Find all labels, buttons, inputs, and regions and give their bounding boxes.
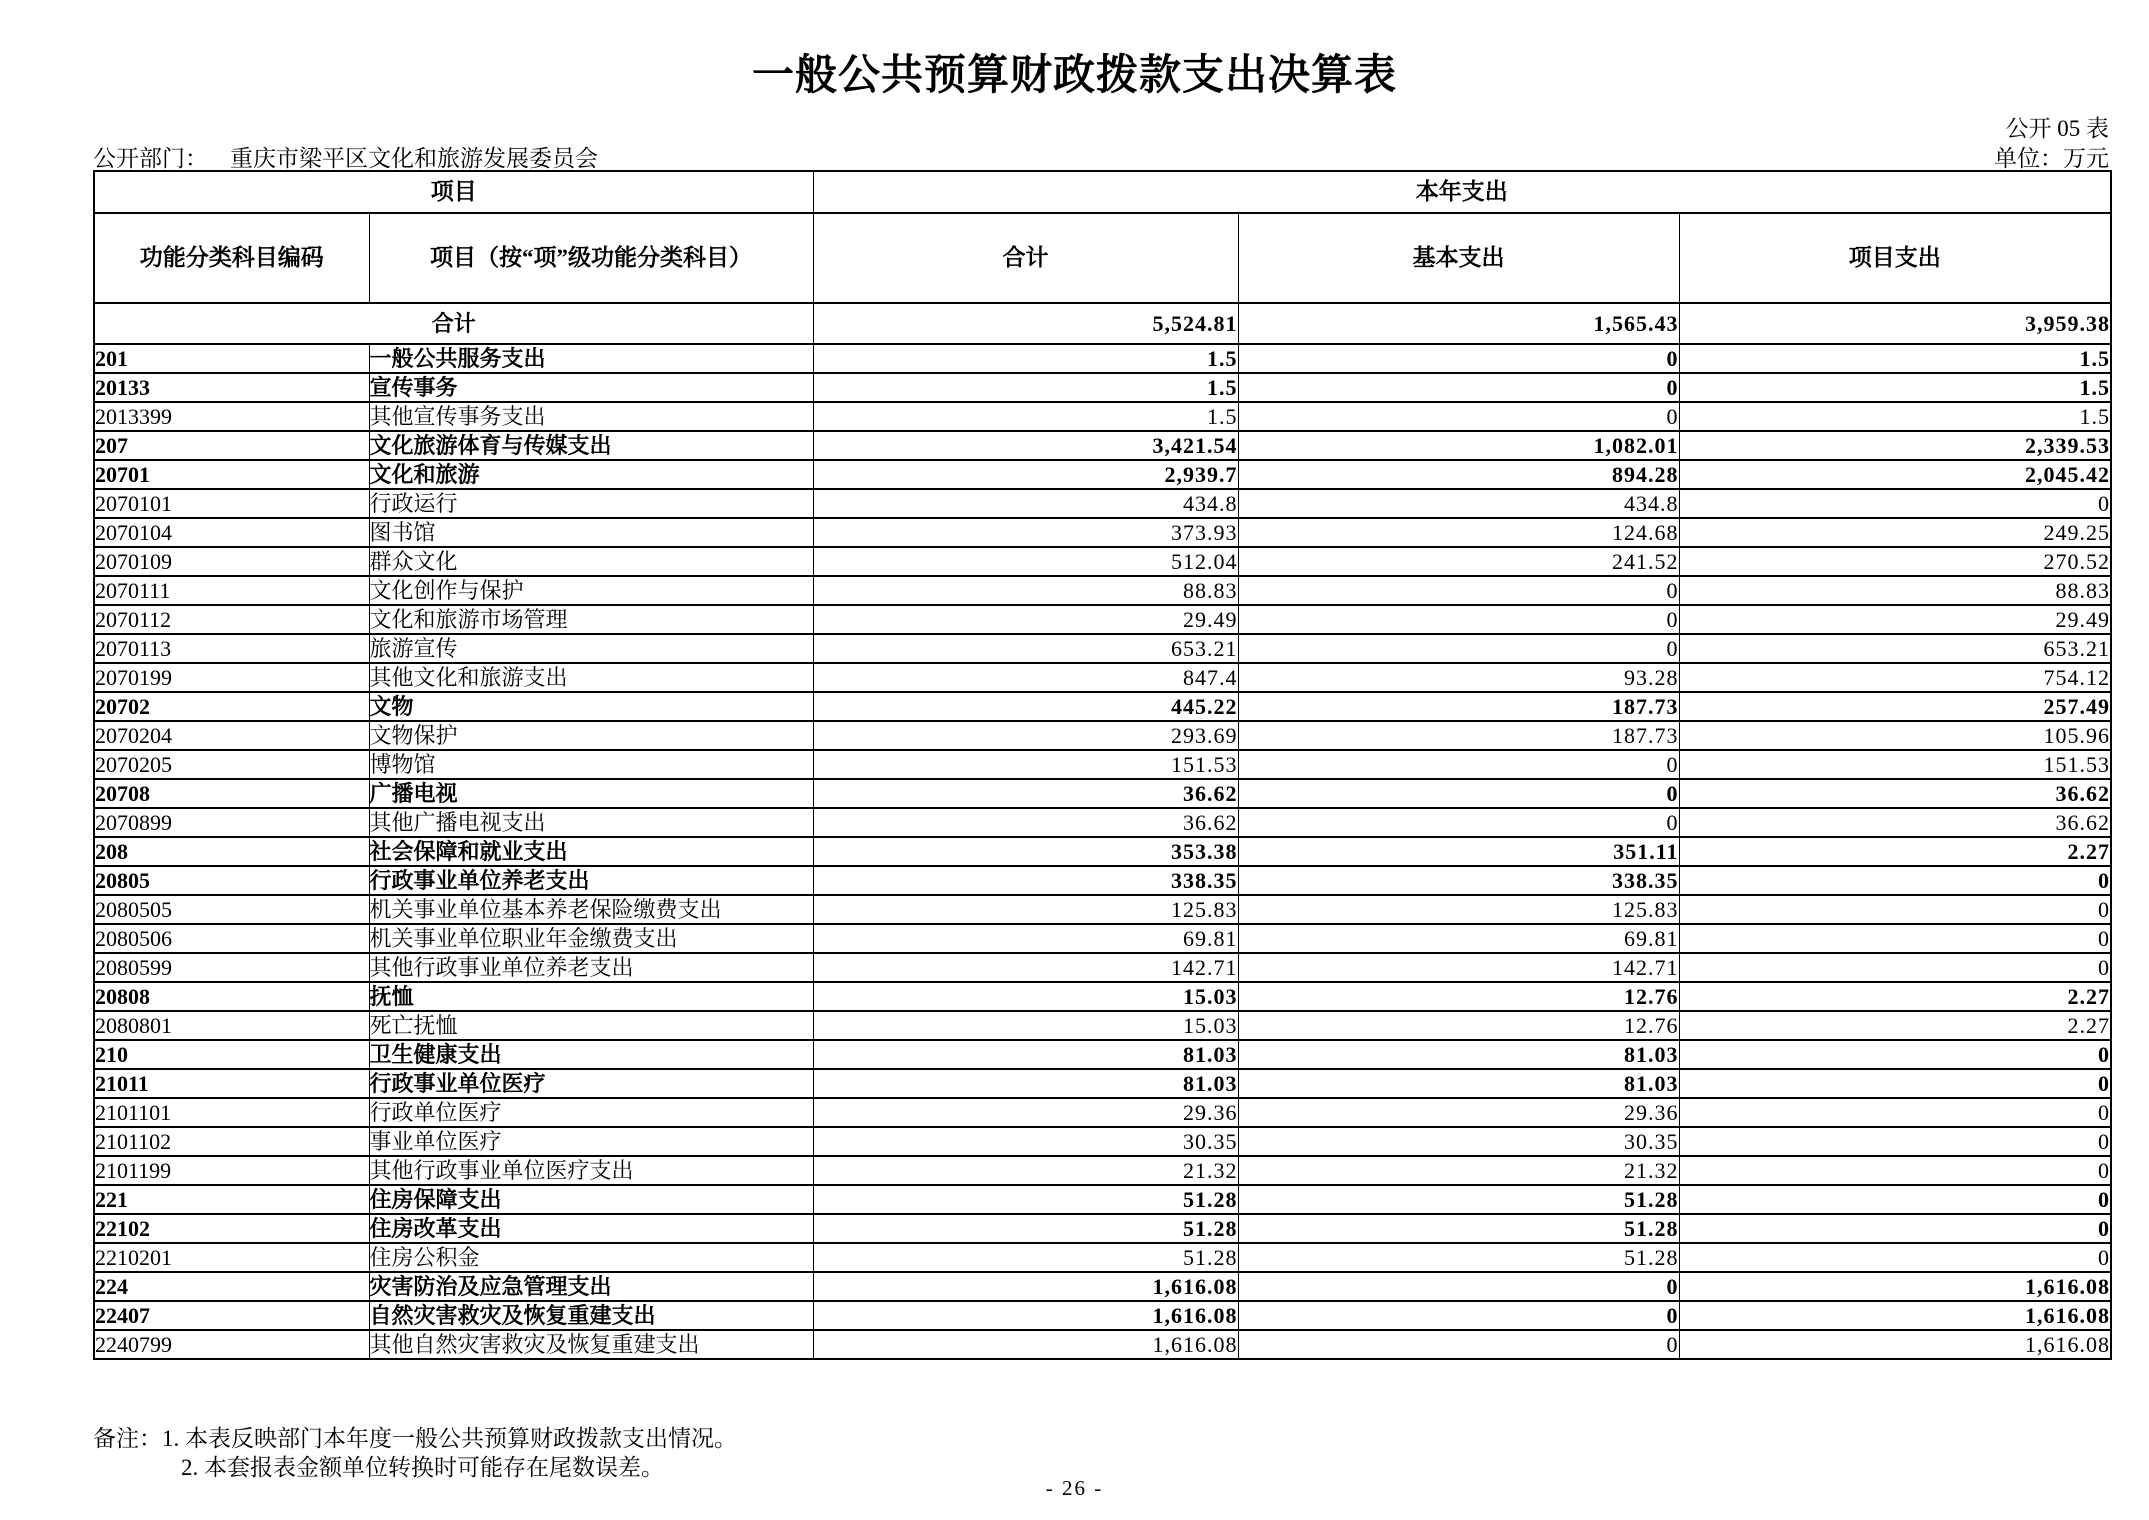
cell-total: 434.8	[813, 489, 1238, 518]
table-header	[94, 171, 2111, 303]
grand-total-project: 3,959.38	[1679, 303, 2111, 344]
cell-total: 15.03	[813, 982, 1238, 1011]
cell-basic: 0	[1238, 373, 1679, 402]
cell-project: 29.49	[1679, 605, 2111, 634]
cell-code: 2080801	[94, 1011, 369, 1040]
cell-basic: 51.28	[1238, 1185, 1679, 1214]
cell-code: 2070204	[94, 721, 369, 750]
cell-name: 图书馆	[369, 518, 813, 547]
grand-total-basic: 1,565.43	[1238, 303, 1679, 344]
cell-project: 0	[1679, 1069, 2111, 1098]
table-row	[94, 779, 2111, 808]
table-row	[94, 663, 2111, 692]
table-row	[94, 1301, 2111, 1330]
cell-code: 201	[94, 344, 369, 373]
cell-basic: 351.11	[1238, 837, 1679, 866]
col-header-basic-expenditure: 基本支出	[1238, 213, 1679, 303]
table-row	[94, 1011, 2111, 1040]
table-row	[94, 1040, 2111, 1069]
meta-line	[93, 140, 2109, 173]
cell-total: 1,616.08	[813, 1272, 1238, 1301]
cell-total: 1.5	[813, 373, 1238, 402]
cell-total: 51.28	[813, 1243, 1238, 1272]
col-header-total: 合计	[813, 213, 1238, 303]
table-row	[94, 576, 2111, 605]
cell-basic: 0	[1238, 779, 1679, 808]
table-row	[94, 431, 2111, 460]
cell-project: 0	[1679, 1127, 2111, 1156]
cell-basic: 0	[1238, 402, 1679, 431]
cell-code: 20133	[94, 373, 369, 402]
cell-total: 353.38	[813, 837, 1238, 866]
table-row	[94, 1243, 2111, 1272]
cell-name: 事业单位医疗	[369, 1127, 813, 1156]
table-row	[94, 605, 2111, 634]
cell-code: 20702	[94, 692, 369, 721]
cell-code: 2070101	[94, 489, 369, 518]
cell-name: 宣传事务	[369, 373, 813, 402]
cell-project: 0	[1679, 1156, 2111, 1185]
table-row	[94, 808, 2111, 837]
cell-basic: 0	[1238, 808, 1679, 837]
header-group-current-year-expenditure: 本年支出	[813, 171, 2111, 213]
cell-project: 0	[1679, 1098, 2111, 1127]
cell-basic: 894.28	[1238, 460, 1679, 489]
cell-code: 2070104	[94, 518, 369, 547]
cell-project: 754.12	[1679, 663, 2111, 692]
notes	[93, 1424, 737, 1482]
note-line-2: 2. 本套报表金额单位转换时可能存在尾数误差。	[181, 1455, 664, 1480]
cell-total: 15.03	[813, 1011, 1238, 1040]
cell-total: 653.21	[813, 634, 1238, 663]
department-label: 公开部门：	[93, 146, 208, 171]
cell-code: 2240799	[94, 1330, 369, 1359]
cell-project: 1,616.08	[1679, 1330, 2111, 1359]
cell-basic: 142.71	[1238, 953, 1679, 982]
col-header-item-name: 项目（按“项”级功能分类科目）	[369, 213, 813, 303]
cell-name: 机关事业单位职业年金缴费支出	[369, 924, 813, 953]
table-row	[94, 895, 2111, 924]
cell-project: 105.96	[1679, 721, 2111, 750]
cell-basic: 0	[1238, 634, 1679, 663]
table-row	[94, 489, 2111, 518]
cell-project: 0	[1679, 1243, 2111, 1272]
cell-project: 0	[1679, 866, 2111, 895]
table-row	[94, 373, 2111, 402]
table-row	[94, 1156, 2111, 1185]
cell-name: 其他文化和旅游支出	[369, 663, 813, 692]
cell-total: 81.03	[813, 1040, 1238, 1069]
table-row	[94, 1214, 2111, 1243]
cell-name: 文化创作与保护	[369, 576, 813, 605]
table-body	[94, 303, 2111, 1359]
cell-name: 自然灾害救灾及恢复重建支出	[369, 1301, 813, 1330]
cell-code: 22407	[94, 1301, 369, 1330]
grand-total-sum: 5,524.81	[813, 303, 1238, 344]
cell-total: 51.28	[813, 1185, 1238, 1214]
cell-name: 文化旅游体育与传媒支出	[369, 431, 813, 460]
cell-code: 2070113	[94, 634, 369, 663]
table-row	[94, 1272, 2111, 1301]
cell-project: 0	[1679, 489, 2111, 518]
cell-basic: 69.81	[1238, 924, 1679, 953]
cell-code: 2101101	[94, 1098, 369, 1127]
table-row	[94, 1127, 2111, 1156]
page-title: 一般公共预算财政拨款支出决算表	[751, 53, 1397, 99]
cell-code: 224	[94, 1272, 369, 1301]
note-line-1: 备注：1. 本表反映部门本年度一般公共预算财政拨款支出情况。	[93, 1426, 737, 1451]
cell-code: 2101102	[94, 1127, 369, 1156]
cell-project: 1.5	[1679, 373, 2111, 402]
cell-code: 21011	[94, 1069, 369, 1098]
cell-total: 293.69	[813, 721, 1238, 750]
cell-name: 行政运行	[369, 489, 813, 518]
cell-basic: 125.83	[1238, 895, 1679, 924]
cell-code: 2070199	[94, 663, 369, 692]
cell-project: 1.5	[1679, 344, 2111, 373]
cell-basic: 51.28	[1238, 1243, 1679, 1272]
cell-total: 151.53	[813, 750, 1238, 779]
cell-name: 社会保障和就业支出	[369, 837, 813, 866]
cell-total: 512.04	[813, 547, 1238, 576]
cell-basic: 0	[1238, 1330, 1679, 1359]
table-row	[94, 518, 2111, 547]
table-row	[94, 953, 2111, 982]
cell-basic: 12.76	[1238, 982, 1679, 1011]
cell-project: 36.62	[1679, 808, 2111, 837]
cell-project: 257.49	[1679, 692, 2111, 721]
cell-code: 2080505	[94, 895, 369, 924]
cell-code: 20708	[94, 779, 369, 808]
header-columns-row	[94, 213, 2111, 303]
cell-basic: 187.73	[1238, 692, 1679, 721]
table-row	[94, 402, 2111, 431]
cell-total: 81.03	[813, 1069, 1238, 1098]
cell-total: 338.35	[813, 866, 1238, 895]
table-row	[94, 1330, 2111, 1359]
cell-name: 文物	[369, 692, 813, 721]
cell-total: 36.62	[813, 779, 1238, 808]
cell-total: 142.71	[813, 953, 1238, 982]
cell-total: 1,616.08	[813, 1330, 1238, 1359]
cell-project: 151.53	[1679, 750, 2111, 779]
cell-code: 2080599	[94, 953, 369, 982]
cell-basic: 30.35	[1238, 1127, 1679, 1156]
cell-basic: 93.28	[1238, 663, 1679, 692]
cell-project: 0	[1679, 1214, 2111, 1243]
department	[93, 140, 598, 173]
table-row	[94, 1069, 2111, 1098]
cell-project: 653.21	[1679, 634, 2111, 663]
cell-basic: 12.76	[1238, 1011, 1679, 1040]
cell-total: 30.35	[813, 1127, 1238, 1156]
header-group-project: 项目	[94, 171, 813, 213]
cell-code: 2070109	[94, 547, 369, 576]
cell-name: 其他宣传事务支出	[369, 402, 813, 431]
table-row	[94, 721, 2111, 750]
cell-project: 0	[1679, 953, 2111, 982]
table-row	[94, 866, 2111, 895]
cell-basic: 0	[1238, 1301, 1679, 1330]
cell-total: 125.83	[813, 895, 1238, 924]
cell-name: 卫生健康支出	[369, 1040, 813, 1069]
cell-basic: 241.52	[1238, 547, 1679, 576]
cell-name: 文化和旅游市场管理	[369, 605, 813, 634]
cell-name: 行政事业单位养老支出	[369, 866, 813, 895]
cell-project: 1,616.08	[1679, 1272, 2111, 1301]
cell-basic: 51.28	[1238, 1214, 1679, 1243]
table-row	[94, 837, 2111, 866]
table-code-label: 公开 05 表	[2005, 116, 2109, 141]
cell-name: 行政事业单位医疗	[369, 1069, 813, 1098]
cell-name: 群众文化	[369, 547, 813, 576]
table-row	[94, 1098, 2111, 1127]
cell-code: 2070205	[94, 750, 369, 779]
cell-name: 文物保护	[369, 721, 813, 750]
cell-basic: 0	[1238, 1272, 1679, 1301]
table-row	[94, 692, 2111, 721]
cell-project: 2,045.42	[1679, 460, 2111, 489]
cell-basic: 124.68	[1238, 518, 1679, 547]
cell-basic: 187.73	[1238, 721, 1679, 750]
cell-name: 行政单位医疗	[369, 1098, 813, 1127]
grand-total-label: 合计	[94, 303, 813, 344]
cell-basic: 81.03	[1238, 1069, 1679, 1098]
cell-total: 445.22	[813, 692, 1238, 721]
cell-total: 29.49	[813, 605, 1238, 634]
cell-total: 1,616.08	[813, 1301, 1238, 1330]
cell-project: 1.5	[1679, 402, 2111, 431]
cell-name: 博物馆	[369, 750, 813, 779]
cell-code: 210	[94, 1040, 369, 1069]
cell-project: 249.25	[1679, 518, 2111, 547]
cell-name: 广播电视	[369, 779, 813, 808]
table-row	[94, 982, 2111, 1011]
cell-name: 其他行政事业单位医疗支出	[369, 1156, 813, 1185]
cell-name: 旅游宣传	[369, 634, 813, 663]
grand-total-row	[94, 303, 2111, 344]
cell-name: 住房保障支出	[369, 1185, 813, 1214]
cell-project: 36.62	[1679, 779, 2111, 808]
cell-code: 2101199	[94, 1156, 369, 1185]
cell-total: 3,421.54	[813, 431, 1238, 460]
cell-total: 21.32	[813, 1156, 1238, 1185]
page-number: - 26 -	[1045, 1476, 1104, 1500]
table-row	[94, 1185, 2111, 1214]
cell-basic: 21.32	[1238, 1156, 1679, 1185]
cell-total: 51.28	[813, 1214, 1238, 1243]
cell-code: 22102	[94, 1214, 369, 1243]
cell-total: 1.5	[813, 402, 1238, 431]
cell-project: 0	[1679, 1185, 2111, 1214]
cell-name: 住房改革支出	[369, 1214, 813, 1243]
cell-name: 住房公积金	[369, 1243, 813, 1272]
table-row	[94, 547, 2111, 576]
cell-project: 0	[1679, 895, 2111, 924]
cell-code: 2070899	[94, 808, 369, 837]
table-row	[94, 634, 2111, 663]
cell-basic: 0	[1238, 344, 1679, 373]
cell-code: 20808	[94, 982, 369, 1011]
cell-project: 1,616.08	[1679, 1301, 2111, 1330]
header-group-row	[94, 171, 2111, 213]
cell-project: 2.27	[1679, 982, 2111, 1011]
cell-name: 文化和旅游	[369, 460, 813, 489]
col-header-project-expenditure: 项目支出	[1679, 213, 2111, 303]
cell-project: 270.52	[1679, 547, 2111, 576]
cell-code: 2070112	[94, 605, 369, 634]
cell-basic: 434.8	[1238, 489, 1679, 518]
cell-code: 2013399	[94, 402, 369, 431]
cell-total: 69.81	[813, 924, 1238, 953]
cell-total: 36.62	[813, 808, 1238, 837]
cell-project: 88.83	[1679, 576, 2111, 605]
table-row	[94, 460, 2111, 489]
cell-project: 2,339.53	[1679, 431, 2111, 460]
cell-code: 20805	[94, 866, 369, 895]
cell-code: 2070111	[94, 576, 369, 605]
cell-code: 2210201	[94, 1243, 369, 1272]
cell-basic: 81.03	[1238, 1040, 1679, 1069]
col-header-function-code: 功能分类科目编码	[94, 213, 369, 303]
cell-name: 灾害防治及应急管理支出	[369, 1272, 813, 1301]
cell-total: 847.4	[813, 663, 1238, 692]
table-row	[94, 344, 2111, 373]
cell-total: 2,939.7	[813, 460, 1238, 489]
cell-basic: 0	[1238, 750, 1679, 779]
cell-project: 2.27	[1679, 1011, 2111, 1040]
cell-code: 221	[94, 1185, 369, 1214]
cell-basic: 1,082.01	[1238, 431, 1679, 460]
table-row	[94, 924, 2111, 953]
cell-basic: 29.36	[1238, 1098, 1679, 1127]
cell-total: 29.36	[813, 1098, 1238, 1127]
cell-name: 抚恤	[369, 982, 813, 1011]
cell-name: 其他行政事业单位养老支出	[369, 953, 813, 982]
cell-name: 死亡抚恤	[369, 1011, 813, 1040]
cell-basic: 0	[1238, 576, 1679, 605]
cell-basic: 0	[1238, 605, 1679, 634]
cell-total: 373.93	[813, 518, 1238, 547]
cell-code: 207	[94, 431, 369, 460]
cell-project: 0	[1679, 1040, 2111, 1069]
cell-name: 机关事业单位基本养老保险缴费支出	[369, 895, 813, 924]
cell-basic: 338.35	[1238, 866, 1679, 895]
cell-name: 其他自然灾害救灾及恢复重建支出	[369, 1330, 813, 1359]
cell-code: 2080506	[94, 924, 369, 953]
cell-name: 其他广播电视支出	[369, 808, 813, 837]
cell-code: 20701	[94, 460, 369, 489]
cell-name: 一般公共服务支出	[369, 344, 813, 373]
budget-table	[93, 170, 2112, 1360]
cell-project: 0	[1679, 924, 2111, 953]
cell-total: 88.83	[813, 576, 1238, 605]
department-name: 重庆市梁平区文化和旅游发展委员会	[230, 146, 598, 171]
unit-label: 单位：万元	[1994, 146, 2109, 171]
cell-code: 208	[94, 837, 369, 866]
table-row	[94, 750, 2111, 779]
cell-project: 2.27	[1679, 837, 2111, 866]
cell-total: 1.5	[813, 344, 1238, 373]
